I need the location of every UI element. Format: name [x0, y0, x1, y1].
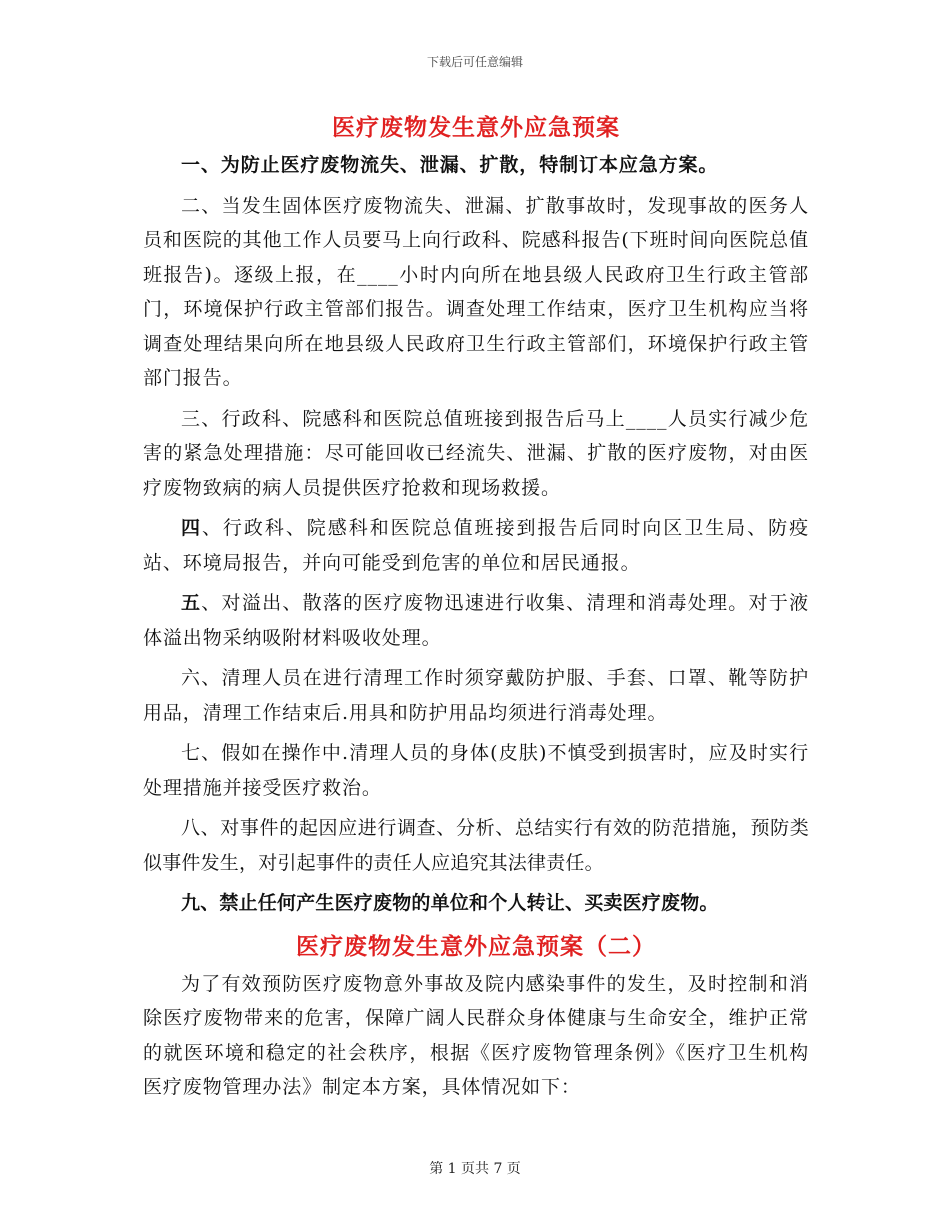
page-footer: 第 1 页共 7 页: [429, 1161, 521, 1177]
paragraph-6: 六、清理人员在进行清理工作时须穿戴防护服、手套、口罩、靴等防护用品，清理工作结束后.用具和防护用品均须进行消毒处理。: [143, 667, 809, 724]
document-body: [143, 108, 809, 1111]
paragraph-5-number: 五: [181, 592, 202, 614]
paragraph-7: 七、假如在操作中.清理人员的身体(皮肤)不慎受到损害时，应及时实行处理措施并接受医疗救治。: [143, 742, 809, 799]
paragraph-4-text: 、行政科、院感科和医院总值班接到报告后同时向区卫生局、防疫站、环境局报告，并向可能受到危害的单位和居民通报。: [143, 517, 809, 574]
header-note: 下载后可任意编辑: [426, 55, 523, 69]
document-title: 医疗废物发生意外应急预案: [332, 114, 620, 141]
paragraph-9: 九、禁止任何产生医疗废物的单位和个人转让、买卖医疗废物。: [181, 892, 719, 914]
paragraph-8: 八、对事件的起因应进行调查、分析、总结实行有效的防范措施，预防类似事件发生，对引起事件的责任人应追究其法律责任。: [143, 817, 809, 874]
paragraph-5-text: 、对溢出、散落的医疗废物迅速进行收集、清理和消毒处理。对于液体溢出物采纳吸附材料吸收处理。: [143, 592, 809, 649]
paragraph-1: 一、为防止医疗废物流失、泄漏、扩散，特制订本应急方案。: [181, 154, 719, 176]
paragraph-4: [143, 511, 809, 580]
section-2-title: 医疗废物发生意外应急预案（二）: [296, 932, 656, 960]
paragraph-4-number: 四: [181, 517, 202, 539]
paragraph-3: 三、行政科、院感科和医院总值班接到报告后马上____人员实行减少危害的紧急处理措施：尽可能回收已经流失、泄漏、扩散的医疗废物，对由医疗废物致病的病人员提供医疗抢救和现场救援。: [143, 407, 809, 499]
section-2-intro: 为了有效预防医疗废物意外事故及院内感染事件的发生，及时控制和消除医疗废物带来的危害，保障广阔人民群众身体健康与生命安全，维护正常的就医环境和稳定的社会秩序，根据《医疗废物管理条例》《医疗卫生机构医疗废物管理办法》制定本方案，具体情况如下：: [143, 972, 809, 1098]
paragraph-5: [143, 586, 809, 655]
paragraph-2: 二、当发生固体医疗废物流失、泄漏、扩散事故时，发现事故的医务人员和医院的其他工作人员要马上向行政科、院感科报告(下班时间向医院总值班报告)。逐级上报，在____小时内向所在地县级人民政府卫生行政主管部门，环境保护行政主管部们报告。调查处理工作结束，医疗卫生机构应当将调查处理结果向所在地县级人民政府卫生行政主管部们，环境保护行政主管部门报告。: [143, 194, 809, 389]
